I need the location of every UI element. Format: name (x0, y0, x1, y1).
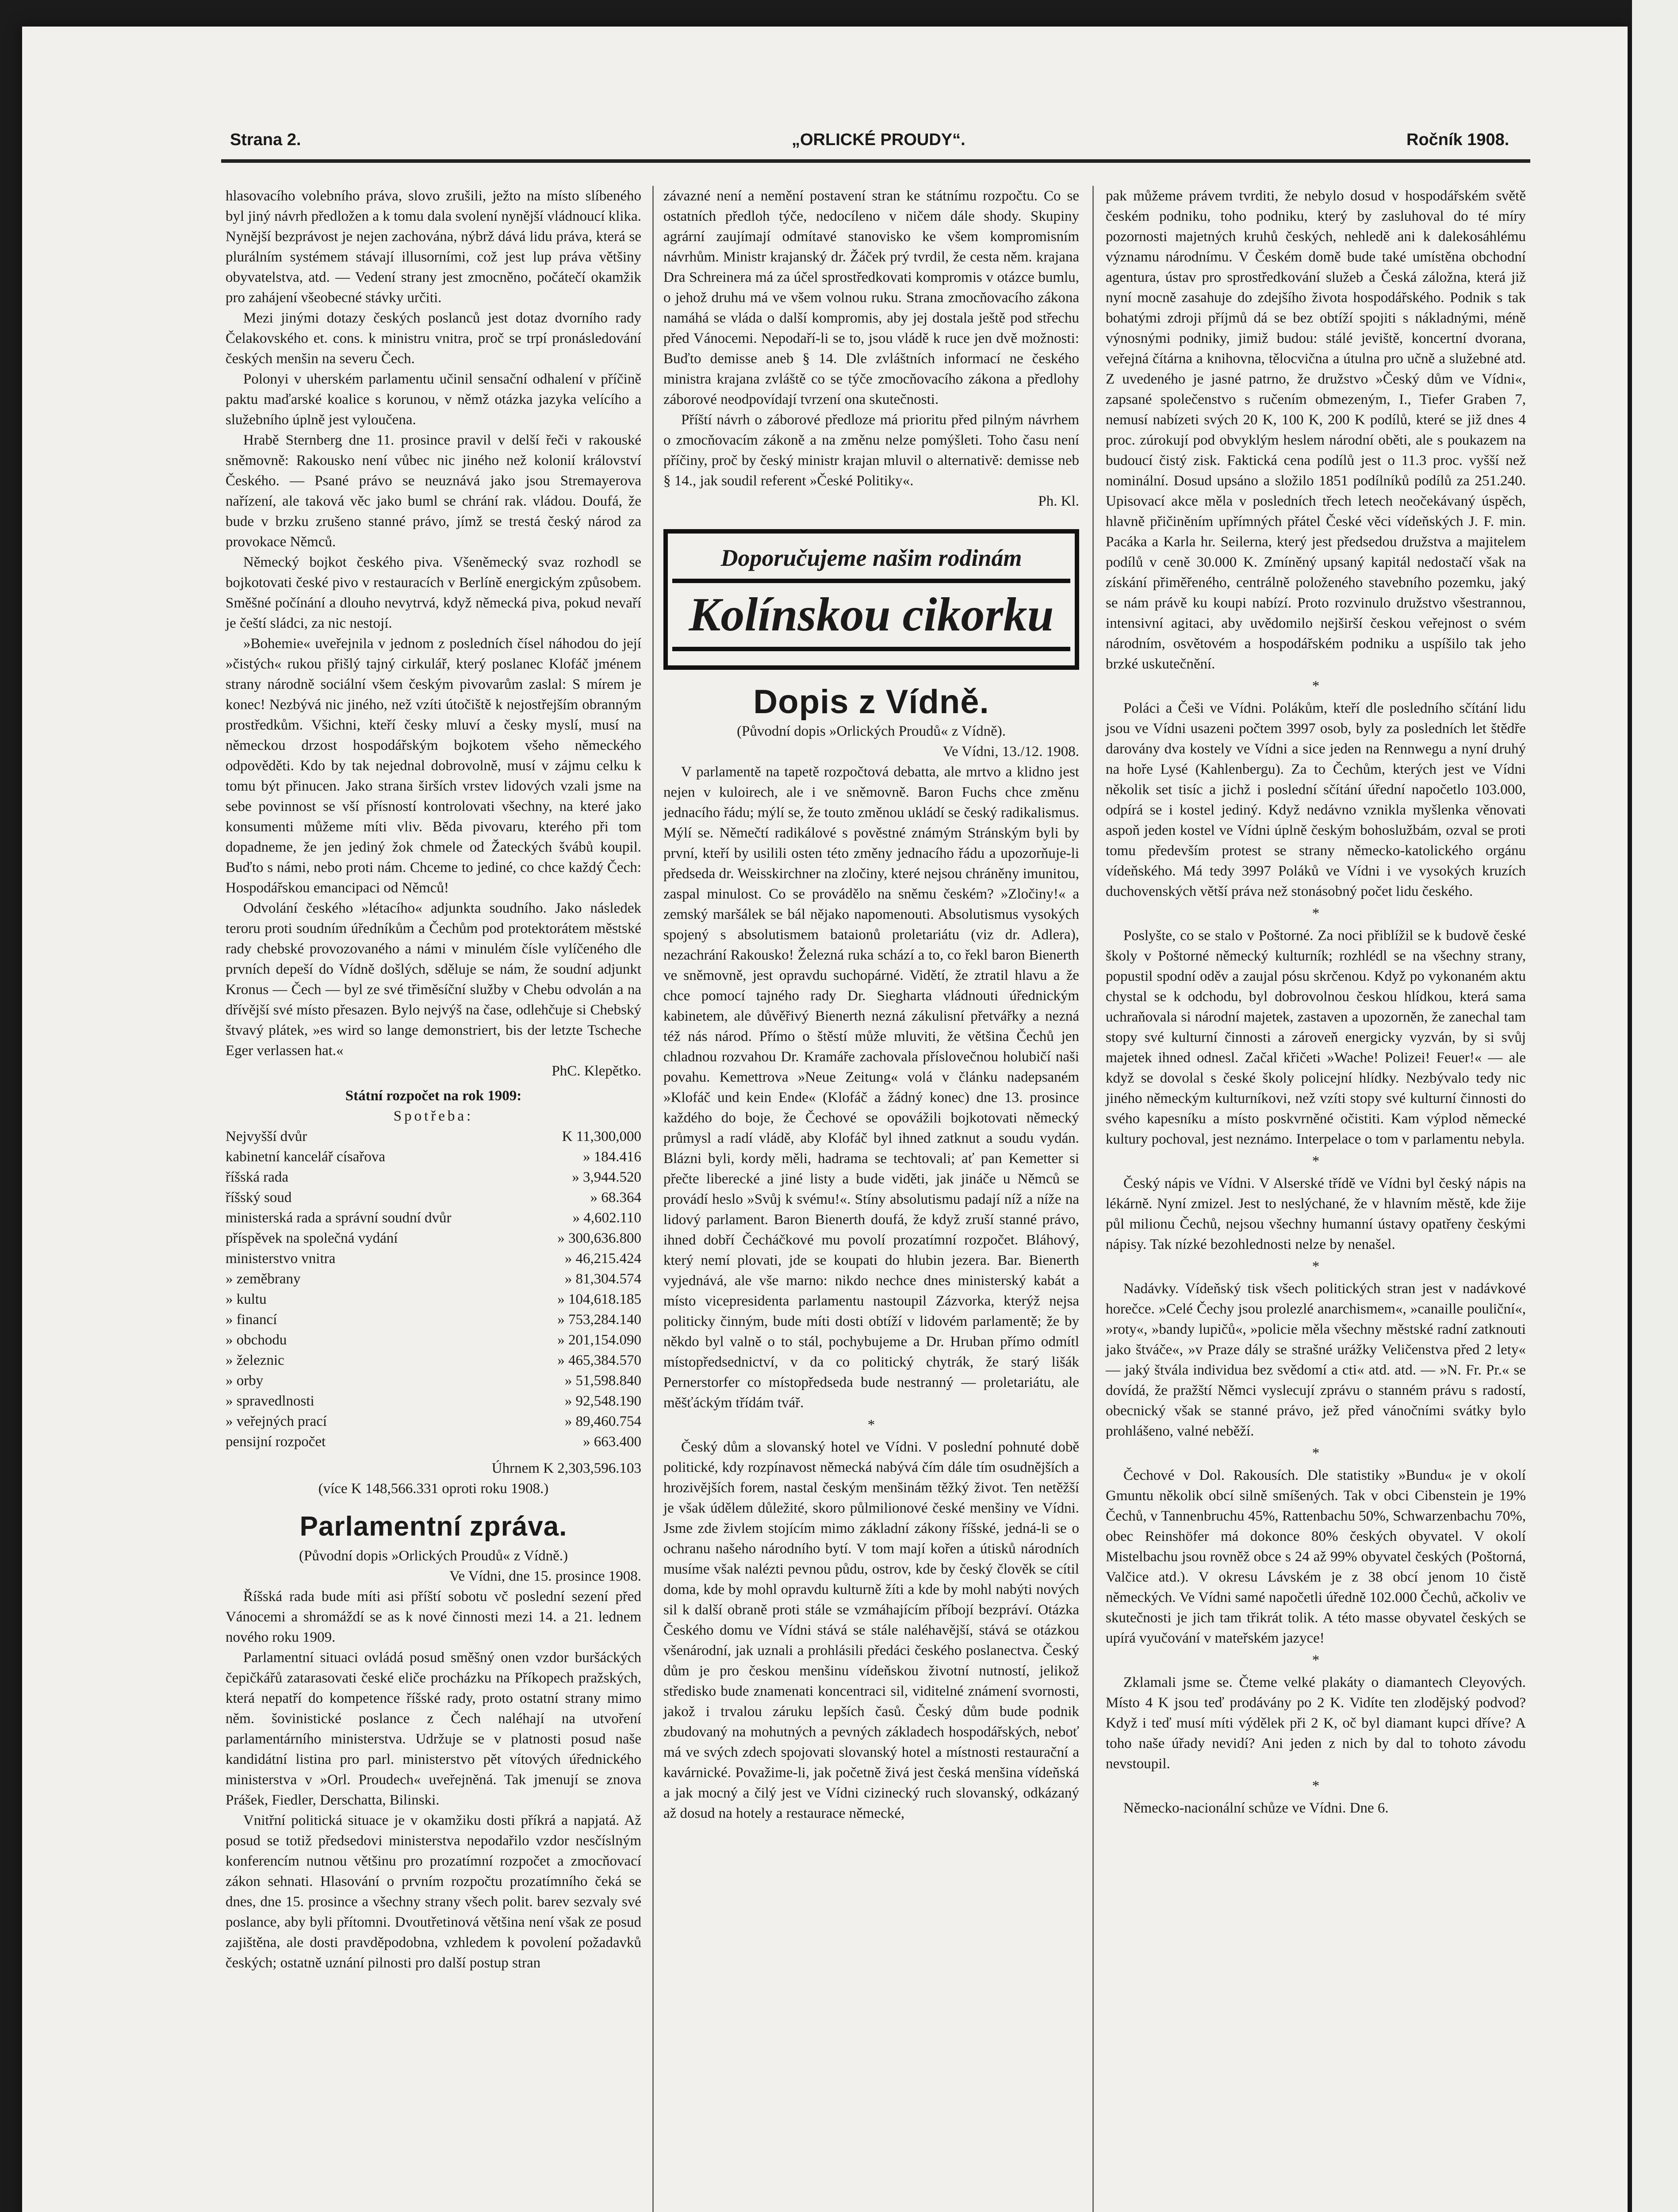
separator-asterisk: * (1312, 1445, 1320, 1461)
budget-row-value: » 89,460.754 (564, 1413, 641, 1429)
budget-row-label: ministerská rada a správní soudní dvůr (226, 1210, 452, 1226)
article-paragraph: Odvolání českého »létacího« adjunkta soudního. Jako následek teroru proti soudním úředníkům a Čechům pod protektorátem městské rady chebské provozovaného a námi v minulém čísle vylíčeného dle prvních depeší do Vídně došlých, sděluje se nám, že soudní adjunkt Kronus — Čech — byl ze své třiměsíční služby v Chebu odvolán a na dřívější své místo přesazen. Bylo nejvýš na čase, odlehčuje si Chebský štvavý plátek, »es wird so lange demonstriert, bis der letzte Tscheche Eger verlassen hat.« (226, 900, 641, 1059)
parliament-report-title: Parlamentní zpráva. (299, 1511, 567, 1542)
article-paragraph: V parlamentě na tapetě rozpočtová debatta, ale mrtvo a klidno jest nejen v kuloirech, ale i ve sněmovně. Baron Fuchs chce změnu jednacího řádu; mýlí se, že touto změnou ukládí se český radikalismus. Mýlí se. Němečtí radikálové s pověstné známým Stránským byli by první, kteří by usilili osten této změny jednacího řádu a upozorňuje-li předseda dr. Weisskirchner na zločiny, které nejsou chráněny imunitou, zaspal minulost. Co se provádělo na sněmu českém? »Zločiny!« a zemský maršálek se bál nějako napomenouti. Absolutismus vysokých spojený s absolutismem bataionů proletariátu (viz dr. Adlera), nezachrání Rakousko! Železná ruka schází a to, co řekl baron Bienerth ve sněmovně, jest opravdu suchopárné. Vidětí, že ztratil hlavu a že chce pomocí tajného rady Dr. Siegharta vládnouti úřednickým kabinetem, ale důvěřivý Bienerth nezná zákulisní přetvářky a nezná též nás národ. Přímo o štěstí může mluviti, že většina Čechů jen chladnou rozvahou Dr. Kramáře zachovala příslovečnou holubičí naši povahu. Kemettrova »Neue Zeitung« volá v článku nadepsaném »Klofáč und kein Ende« (Klofáč a žádný konec) dne 13. prosince každého do boje, že Čechové se opovážili bojkotovati německý průmysl a radí vládě, aby Klofáč byl ihned zatknut a soudu vydán. Blázni byli, kordy měli, hadrama se techtovali; ať pan Kemetter si přečte liberecké a jiné listy a bude viděti, jak jináče u Němců se provádí heslo »Svůj k svému!«. Stíny absolutismu padají níž a níže na lidový parlament. Baron Bienerth doufá, že když zruší stanné právo, ihned dobří Čecháčkové mu povolí prozatímní rozpočet. Bláhový, který nemí plovati, jde se koupati do hlubin jezera. Bar. Bienerth vyjednává, ale vše marno: nikdo nechce dnes ministerský kabát a místo vicepresidenta parlamentu nastoupil Zázvorka, kterýž nejsa politicky činným, bude míti dosti obtíží v lidovém parlamentě; že by někdo byl valně o to stál, pochybujeme a Dr. Hruban přímo odmítl místopředsednictví, v da co politický chytrák, že starý lišák Pernerstorfer co místopředseda bude nestranný — proletariátu, ale měšťáckým třídám tvář. (663, 764, 1079, 1411)
article-paragraph: Poslyšte, co se stalo v Poštorné. Za noci přiblížil se k budově české školy v Poštorné německý kulturník; rozhlédl se na všechny strany, popustil spodní oděv a zaujal pósu skrčenou. Když po vykonaném aktu chystal se k odchodu, byl dobrovolnou českou hlídkou, která sama uchraňovala si národní majetek, zastaven a upozorněn, že zanechal tam stopy své kulturní činnosti a zároveň energicky vyzván, by si svůj majetek ihned odnesl. Začal křičeti »Wache! Polizei! Feuer!« — ale když se dovolal s české školy policejní hlídky. Nezbývalo tedy nic jiného německým kulturníkovi, než vzíti stopy své kulturní činnosti do svého kapesníku a místo poskvrněné očistiti. Kam výplod německé kultury pochoval, jest neznámo. Interpelace o tom v parlamentu nebyla. (1106, 928, 1526, 1147)
budget-row (226, 1167, 641, 1187)
budget-row (226, 1269, 641, 1289)
article-paragraph: Český nápis ve Vídni. V Alserské třídě ve Vídni byl český nápis na lékárně. Nyní zmizel. Jest to neslýchané, že v hlavním městě, kde žije půl milionu Čechů, nejsou všechny humanní ústavy opatřeny českými nápisy. Tak nízké bezohlednosti nelze by nenašel. (1106, 1175, 1526, 1252)
budget-row-value: » 663.400 (583, 1434, 641, 1450)
article-paragraph: Německý bojkot českého piva. Všeněmecký svaz rozhodl se bojkotovati české pivo v restauracích v Berlíně energickým způsobem. Směšné počínání a dlouho nevytrvá, když německá piva, pokud nevaří je čeští sládci, za nic nestojí. (226, 554, 641, 631)
separator-asterisk: * (1312, 1652, 1320, 1668)
budget-row-value: » 300,636.800 (557, 1230, 641, 1246)
budget-note: (více K 148,566.331 oproti roku 1908.) (318, 1481, 549, 1497)
chicory-advertisement (663, 529, 1079, 670)
separator-asterisk: * (1312, 678, 1320, 694)
budget-row-label: » železnic (226, 1352, 284, 1368)
article-paragraph: Příští návrh o záborové předloze má prioritu před pilným návrhem o zmocňovacím zákoně a na změnu nelze pomýšleti. Toho času není příčiny, proč by český ministr krajan mluvil o alternativě: demisse neb § 14., jak soudil referent »České Politiky«. (663, 412, 1079, 489)
signature: Ph. Kl. (1038, 493, 1079, 509)
budget-row-label: » orby (226, 1373, 264, 1389)
separator-asterisk: * (1312, 1259, 1320, 1275)
budget-row-value: » 51,598.840 (564, 1373, 641, 1389)
newspaper-title: „ORLICKÉ PROUDY“. (792, 131, 965, 149)
budget-row-value: » 68.364 (590, 1190, 641, 1206)
budget-row-value: » 465,384.570 (557, 1352, 641, 1368)
vienna-letter-title: Dopis z Vídně. (753, 683, 989, 721)
budget-row (226, 1350, 641, 1371)
budget-row-label: říšský soud (226, 1190, 292, 1206)
budget-row (226, 1228, 641, 1248)
budget-row-value: K 11,300,000 (562, 1129, 641, 1144)
article-paragraph: hlasovacího volebního práva, slovo zrušili, ježto na místo slíbeného byl jiný návrh předložen a k tomu dala svolení nynější vládnoucí klika. Nynější bezprávost je nejen zachována, nýbrž dává lidu práva, která se plurálním systémem stávají illusorními, což jest lup práva většiny obyvatelstva, atd. — Vedení strany jest zmocněno, počátečí okamžik pro zahájení všeobecné stávky určiti. (226, 188, 641, 306)
article-paragraph: Říšská rada bude míti asi příští sobotu vč poslední sezení před Vánocemi a shromáždí se as k nové činnosti mezi 14. a 21. lednem nového roku 1909. (226, 1589, 641, 1645)
budget-row-label: » financí (226, 1312, 277, 1328)
article-paragraph: Nadávky. Vídeňský tisk všech politických stran jest v nadávkové horečce. »Celé Čechy jsou prolezlé anarchismem«, »canaille pouliční«, »roty«, »bandy lupičů«, »policie měla všechny městské radní zatknouti jako štváče«, »v Praze dály se strašné urážky Veličenstva před 2 lety« — jaký štvála individua bez svědomí a cti« atd. atd. — »N. Fr. Pr.« se dovídá, že pražští Němci vyslecují zprávu o stanném právu s radostí, obecnický však se stanné právo, jež před vánočními svátky bylo prohlášeno, valné neběží. (1106, 1281, 1526, 1439)
budget-row (226, 1432, 641, 1452)
budget-row (226, 1411, 641, 1432)
parliament-report-date: Ve Vídni, dne 15. prosince 1908. (449, 1568, 641, 1584)
column-3 (1106, 186, 1526, 1818)
budget-subtitle: Spotřeba: (393, 1108, 474, 1124)
adjacent-page-edge (1632, 0, 1678, 2212)
budget-row-label: říšská rada (226, 1169, 289, 1185)
budget-row (226, 1330, 641, 1350)
ad-rule (672, 647, 1070, 651)
column-2 (663, 186, 1079, 1824)
article-paragraph: Poláci a Češi ve Vídni. Polákům, kteří dle posledního sčítání lidu jsou ve Vídni usazeni počtem 3997 osob, byly za posledních let štědře darovány dva kostely ve Vídni a sice jeden na Rennwegu a nyní druhý na hoře Lysé (Kahlenbergu). Za to Čechům, kterých jest ve Vídni několik set tisíc a jichž i poslední sčítání úřední napočetlo 103.000, odpírá se i kostel jediný. Když nedávno vznikla myšlenka věnovati aspoň jeden kostel ve Vídni úplně českým bohoslužbám, ozval se proti tomu především protest se strany německo-katolického orgánu vídeňského. Má tedy 3997 Poláků ve Vídni i ve vysokých kruzích duchovenských větší práva než stonásobný počet lidu českého. (1106, 700, 1526, 899)
budget-row-label: Nejvyšší dvůr (226, 1129, 307, 1144)
article-paragraph: Mezi jinými dotazy českých poslanců jest dotaz dvorního rady Čelakovského et. cons. k ministru vnitra, proč se trpí pronásledování českých menšin na severu Čech. (226, 310, 641, 367)
budget-row-label: příspěvek na společná vydání (226, 1230, 398, 1246)
budget-title: Státní rozpočet na rok 1909: (345, 1088, 522, 1104)
article-paragraph: Vnitřní politická situace je v okamžiku dosti příkrá a napjatá. Až posud se totiž předsedovi ministerstva nepodařilo vzdor nesčíslným konferencím nutnou většinu pro prozatímní rozpočet a zmocňovací zákon sehnati. Hlasování o prvním rozpočtu prozatímního čeká se dnes, dne 15. prosince a všechny strany všech polit. barev sezvaly své poslance, aby byli přítomni. Dvoutřetinová většina není však ze posud zajištěna, ale dosti pravděpodobna, vzhledem k povolení požadavků českých; ostatně uznání pilnosti pro další postup stran (226, 1813, 641, 1971)
parliament-report-source: (Původní dopis »Orlických Proudů« z Vídně.) (299, 1548, 568, 1564)
article-paragraph: Hrabě Sternberg dne 11. prosince pravil v delší řeči v rakouské sněmovně: Rakousko není vůbec nic jiného než kolonií království Českého. — Psané právo se neuznává jako jsou Stremayerova nařízení, ale taková věc jako buml se chrání rak. vládou. Doufá, že bude v brzku zrušeno stanné právo, jímž se trestá český národ za provokace Němců. (226, 432, 641, 550)
budget-row (226, 1147, 641, 1167)
vienna-letter-source: (Původní dopis »Orlických Proudů« z Vídně). (736, 723, 1006, 739)
article-paragraph: Čechové v Dol. Rakousích. Dle statistiky »Bundu« je v okolí Gmuntu několik obcí silně smíšených. Tak v obci Cibenstein je 19% Čechů, v Tannenbruchu 45%, Rattenbachu 50%, Schwarzenbachu 70%, obec Reinshöfer má dokonce 80% českých obyvatel. V okolí Mistelbachu jsou rovněž obce s 24 až 99% obyvatel českých (Poštorná, Valčice atd.). V okresu Lávském je z 38 obcí jenom 10 čistě německých. Ve Vídni samé napočetli úředně 102.000 Čechů, ačkoliv ve skutečnosti je jich tam třikrát tolik. A této masse obyvatel českých se upírá vyučování v mateřském jazyce! (1106, 1467, 1526, 1646)
article-paragraph: »Bohemie« uveřejnila v jednom z posledních čísel náhodou do její »čistých« rukou přišlý tajný cirkulář, který poslanec Klofáč jménem strany národně sociální všem českým pivovarům zaslal: S mírem je konec! Nezbývá nic jiného, než vzíti útočiště k nejostřejším obranným prostředkům. Všichni, kteří česky mluví a česky myslí, musí na německou drzost hospodářským bojkotem všeho německého odpověděti. Kdo by tak nejednal dobrovolně, musí v zájmu celku k tomu být přinucen. Jako strana širších vrstev lidových vzali jsme na sebe povinnost se vší přísností kontrolovati všechny, na které jako konsumenti můžeme míti vliv. Běda pivovaru, kterého při tom dopadneme, že jen jediný žok chmele od Žateckých švábů koupil. Buďto s námi, nebo proti nám. Chceme to jediné, co chce každý Čech: Hospodářskou emancipaci od Němců! (226, 636, 641, 896)
ad-rule (672, 579, 1070, 583)
article-paragraph: závazné není a nemění postavení stran ke státnímu rozpočtu. Co se ostatních předloh týče, nedocíleno v ničem dále shody. Skupiny agrární zaujímají odmítavé stanovisko ke všem kompromisním návrhům. Ministr krajanský dr. Žáček prý tvrdil, že cesta něm. krajana Dra Schreinera má za účel sprostředkovati kompromis v otázce bumlu, o jehož druhu má ve všem volnou ruku. Strana zmocňovacího zákona namáhá se vláda o další kompromis, aby jej dostala ještě pod střechu před Vánocemi. Nepodaří-li se to, jsou vládě k ruce jen dvě možnosti: Buďto demisse aneb § 14. Dle zvláštních informací ne českého ministra krajana zvláště co se týče zmocňovacího zákona a předlohy záborové neodpovídají tvrzení ona skutečnosti. (663, 188, 1079, 407)
article-paragraph: Zklamali jsme se. Čteme velké plakáty o diamantech Cleyových. Místo 4 K jsou teď prodávány po 2 K. Vidíte ten zlodějský podvod? Když i teď musí míti výdělek při 2 K, oč byl diamant kupci dříve? A toho naše úřady nevidí? Ani jeden z nich by dal to tohoto závodu nevstoupil. (1106, 1674, 1526, 1772)
budget-row-value: » 4,602.110 (572, 1210, 641, 1226)
header-rule (221, 159, 1530, 163)
budget-row-value: » 104,618.185 (557, 1291, 641, 1307)
vienna-letter-date: Ve Vídni, 13./12. 1908. (942, 744, 1079, 760)
article-paragraph: Parlamentní situaci ovládá posud směšný onen vzdor buršáckých čepičkářů zatarasovati české eliče procházku na Příkopech pražských, která nepatří do kompetence říšské rady, proto ostatní strany mimo něm. šovinistické poslance z Čech naléhají na utvoření parlamentárního ministerstva. Udržuje se v platnosti posud naše kandidátní listina pro parl. ministerstvo pět vítových úřednického ministerstva v »Orl. Proudech« uveřejněná. Tak jmenují se znova Prášek, Fiedler, Derschatta, Bilinski. (226, 1650, 641, 1808)
budget-row-label: pensijní rozpočet (226, 1434, 326, 1450)
budget-row (226, 1248, 641, 1269)
budget-row-label: kabinetní kancelář císařova (226, 1149, 385, 1165)
budget-row (226, 1289, 641, 1310)
budget-row-label: ministerstvo vnitra (226, 1251, 336, 1267)
budget-row-value: » 46,215.424 (564, 1251, 641, 1267)
budget-row (226, 1371, 641, 1391)
budget-row-label: » obchodu (226, 1332, 287, 1348)
article-paragraph: Polonyi v uherském parlamentu učinil sensační odhalení v příčině paktu maďarské koalice s korunou, v němž otázka jazyka velícího a služebního úplně jest vyloučena. (226, 371, 641, 428)
ad-tagline: Doporučujeme našim rodinám (720, 545, 1022, 571)
column-divider (1092, 186, 1094, 2212)
article-paragraph: Český dům a slovanský hotel ve Vídni. V poslední pohnuté době politické, kdy rozpínavost německá nabývá čím dále tím osudnějších a hrozivějších forem, nastal českým menšinám těžký život. Ten netěžší je však údělem důležité, skoro půlmilionové české menšiny ve Vídni. Jsme zde živlem stojícím mimo základní zákony říšské, jedná-li se o ochranu našeho národního bytí. V tom mají kořen a útisků národních musíme však nalézti pevnou půdu, ostrov, kde by český člověk se cítil doma, kde by mohl opravdu kulturně žíti a kde by mohl nabýti nových sil k další obraně proti stále se vzmáhajícím příbojí bezpráví. Otázka Českého domu ve Vídni stává se stále naléhavější, stává se otázkou všenárodní, jak uznali a prohlásili předáci českého poslanectva. Český dům je pro českou menšinu vídeňskou životní nutností, jelikož středisko bude znamenati koncentraci sil, viditelné známení svornosti, jakož i trvalou záruku lepších časů. Český dům bude podnik zbudovaný na mohutných a pevných základech hospodářských, neboť má ve svých zdech spojovati slovanský hotel a místnosti restaurační a kavárnické. Považime-li, jak početně živá jest česká menšina vídeňská a jak mocný a čilý jest ve Vídni cizinecký ruch slovanský, odkázaný až dosud na hotely a restaurace německé, (663, 1439, 1079, 1821)
separator-asterisk: * (867, 1417, 875, 1433)
volume-year: Ročník 1908. (1406, 131, 1509, 149)
separator-asterisk: * (1312, 906, 1320, 922)
budget-row-value: » 81,304.574 (564, 1271, 641, 1287)
separator-asterisk: * (1312, 1778, 1320, 1794)
budget-row-value: » 753,284.140 (557, 1312, 641, 1328)
budget-row-value: » 92,548.190 (564, 1393, 641, 1409)
budget-row-label: » zeměbrany (226, 1271, 301, 1287)
budget-row-value: » 3,944.520 (572, 1169, 641, 1185)
budget-row-label: » spravedlnosti (226, 1393, 314, 1409)
budget-row (226, 1310, 641, 1330)
page-number: Strana 2. (230, 131, 301, 149)
budget-row-value: » 184.416 (583, 1149, 641, 1165)
budget-row (226, 1208, 641, 1228)
budget-row (226, 1391, 641, 1411)
column-1 (226, 186, 641, 1973)
separator-asterisk: * (1312, 1153, 1320, 1169)
column-divider (652, 186, 654, 2212)
article-paragraph: pak můžeme právem tvrditi, že nebylo dosud v hospodářském světě českém podniku, toho podniku, který by zasluhoval do té míry pozornosti majetných kruhů českých, nehledě ani k dalekosáhlému významu národnímu. V Českém domě bude také umístěna obchodní agentura, ústav pro sprostředkování služeb a Česká záložna, která již nyní mocně zasahuje do zdejšího života hospodářského. Podnik s tak bohatými zdroji příjmů dá se bez obtíží spojiti s nákladnými, méně výnosnými podniky, jimiž budou: stálé jeviště, koncertní dvorana, veřejná čítárna a knihovna, tělocvična a útulna pro učně a služebné atd. Z uvedeného je jasné patrno, že družstvo »Český dům ve Vídni«, zapsané společenstvo s ručením obmezeným, I., Tiefer Graben 7, nemusí nabízeti svých 20 K, 100 K, 200 K podílů, které se již dnes 4 proc. zúrokují pod obvyklým heslem národní oběti, ale s poukazem na budoucí čistý zisk. Faktická cena podílů jest o 11.3 proc. vyšší než nominální. Dosud upsáno a složilo 1851 podílníků podílů za 251.240. Upisovací akce měla v posledních třech letech neočekávaný úspěch, hlavně přičiněním upřímných přátel České věci vídeňských J. F. min. Pacáka a Karla hr. Seilerna, který jest předsedou družstva a majitelem podílů v ceně 30.000 K. Zmíněný upsaný kapitál nedostačí však na získání přiměřeného, centrálně položeného stavebního pozemku, jaký se nám právě ku koupi nabízí. Proto rozvinulo družstvo všestrannou, intensivní agitaci, aby uvědomilo nejširší českou veřejnost o svém národním, osvětovém a hospodářském podniku a uspíšilo tak jeho brzké uskutečnění. (1106, 188, 1526, 672)
budget-total: Úhrnem K 2,303,596.103 (491, 1460, 641, 1476)
budget-row (226, 1187, 641, 1208)
article-paragraph: Německo-nacionální schůze ve Vídni. Dne 6. (1123, 1800, 1389, 1816)
ad-product: Kolínskou cikorku (689, 588, 1054, 641)
budget-table (226, 1126, 641, 1452)
signature: PhC. Klepětko. (552, 1063, 641, 1079)
budget-row-label: » kultu (226, 1291, 267, 1307)
budget-row-value: » 201,154.090 (557, 1332, 641, 1348)
budget-row-label: » veřejných prací (226, 1413, 327, 1429)
budget-row (226, 1126, 641, 1147)
